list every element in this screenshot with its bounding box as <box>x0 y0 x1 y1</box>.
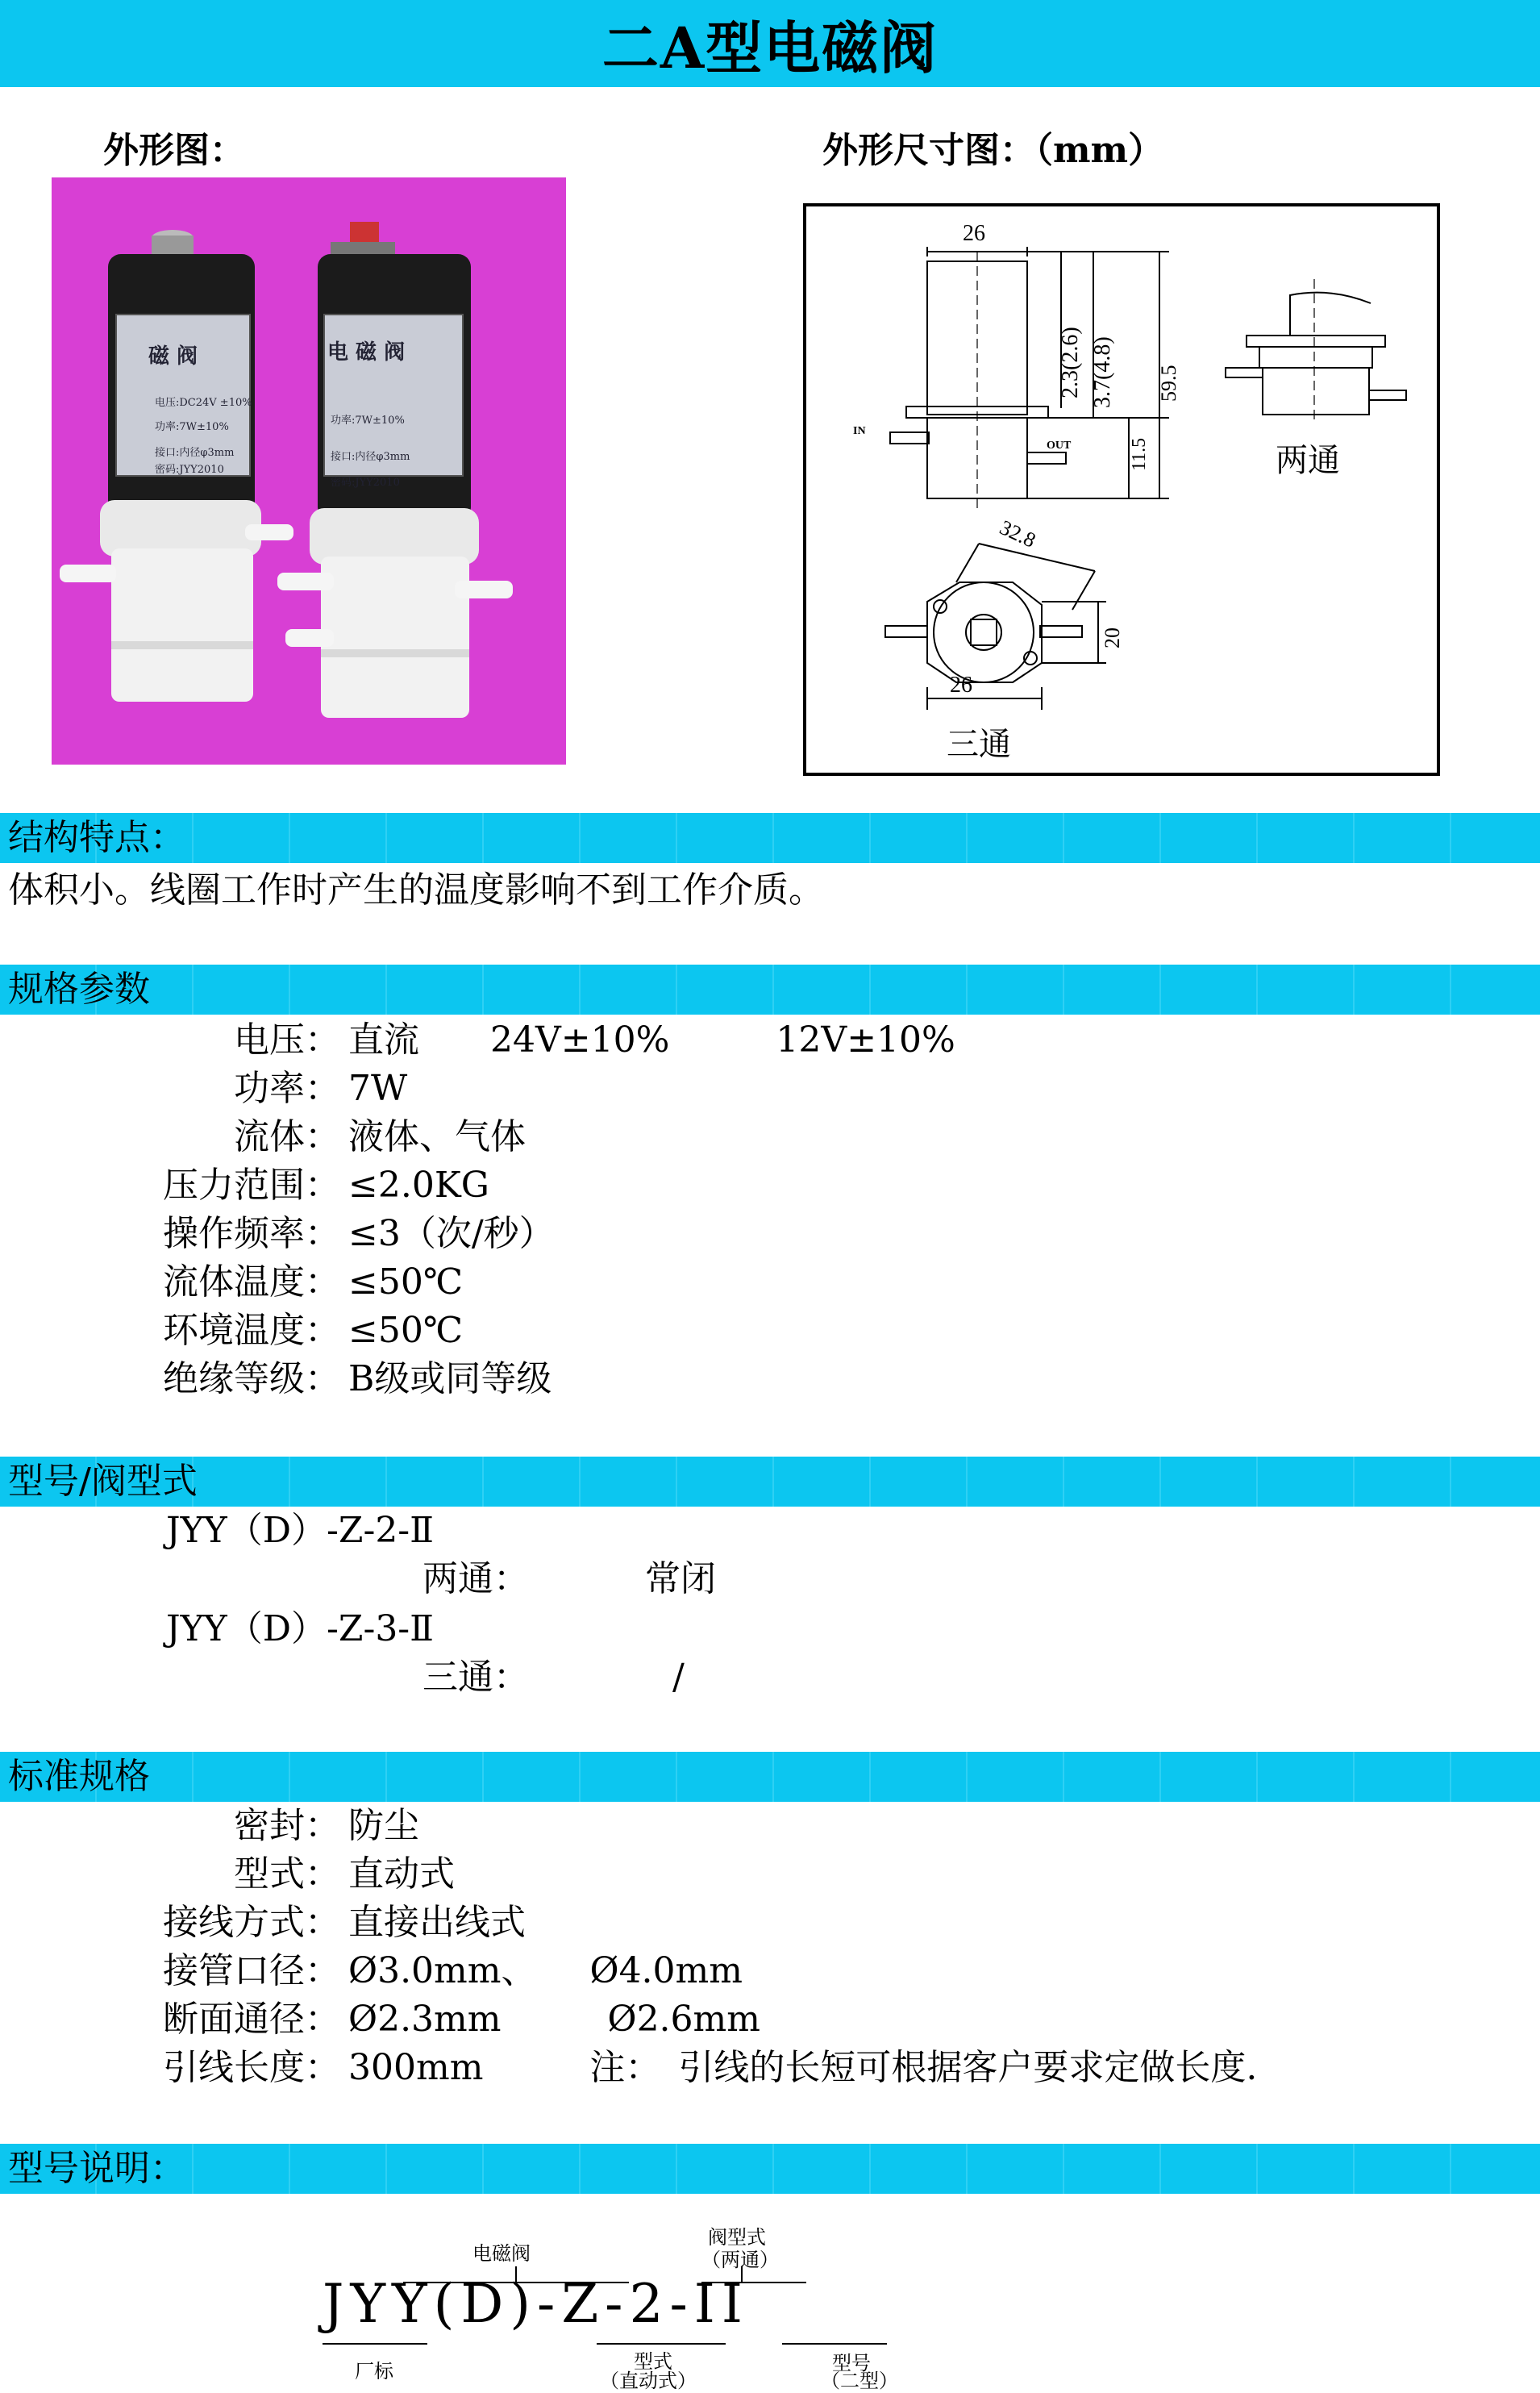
drawing-svg <box>806 206 1437 773</box>
spec-value: 7W <box>348 1068 408 1109</box>
spec-row <box>82 1161 955 1210</box>
model-type-1-value: 常闭 <box>645 1558 716 1599</box>
spec-label: 绝缘等级： <box>163 1358 340 1399</box>
right-valve-port: 接口:内径φ3mm <box>331 451 410 463</box>
page-title: 二A型电磁阀 <box>0 0 1540 87</box>
three-way-label: 三通 <box>947 726 1011 763</box>
structure-title: 结构特点： <box>8 817 185 858</box>
standard-label: 断面通径： <box>163 1999 340 2040</box>
dim-11-5: 11.5 <box>1129 437 1150 471</box>
product-photo <box>52 177 566 765</box>
spec-label: 操作频率： <box>163 1213 340 1254</box>
right-valve-title: 电 磁 阀 <box>327 340 406 365</box>
standard-value: 直接出线式 <box>348 1902 526 1943</box>
standard-value: 直动式 <box>348 1853 455 1895</box>
spec-value: ≤2.0KG <box>348 1165 489 1206</box>
model-code-explained: JYY(D)-Z-2-II <box>323 2273 749 2335</box>
model-type-2-label: 三通： <box>422 1657 529 1698</box>
standard-row <box>82 1850 1257 1899</box>
spec-label: 电压： <box>234 1019 340 1061</box>
annotation-style: 型式 <box>634 2350 672 2373</box>
spec-row <box>82 1113 955 1161</box>
standard-value: Ø3.0mm、 Ø4.0mm <box>348 1950 743 1991</box>
spec-value: 液体、气体 <box>348 1116 526 1157</box>
spec-value: ≤50℃ <box>348 1261 464 1303</box>
spec-row <box>82 1210 955 1258</box>
appearance-label: 外形图： <box>103 130 245 171</box>
standard-label: 接管口径： <box>163 1950 340 1991</box>
dim-width-top: 26 <box>963 221 985 246</box>
model-code-1: JYY（D）-Z-2-Ⅱ <box>166 1510 435 1551</box>
standard-value: 防尘 <box>348 1805 419 1846</box>
left-valve-power: 功率:7W±10% <box>155 421 229 433</box>
dim-20: 20 <box>1101 627 1124 648</box>
valve-photo-illustration <box>52 177 566 765</box>
annotation-model-sub: （二型） <box>821 2370 898 2392</box>
standard-label: 型式： <box>234 1853 340 1895</box>
annotation-valve-type: 阀型式 <box>708 2226 766 2249</box>
spec-value: B级或同等级 <box>348 1358 552 1399</box>
spec-label: 压力范围： <box>163 1165 340 1206</box>
spec-label: 功率： <box>234 1068 340 1109</box>
spec-value: ≤50℃ <box>348 1310 464 1351</box>
explain-title: 型号说明： <box>8 2148 185 2189</box>
section-bar-explain <box>0 2144 1540 2194</box>
standard-label: 引线长度： <box>163 2047 340 2088</box>
standard-value: Ø2.3mm Ø2.6mm <box>348 1999 760 2040</box>
dim-32-8: 32.8 <box>996 515 1039 552</box>
annotation-valve-type-sub: （两通） <box>701 2249 779 2271</box>
standard-row <box>82 1802 1257 1850</box>
spec-value: 直流 24V±10% 12V±10% <box>348 1019 955 1061</box>
left-valve-voltage: 电压:DC24V ±10% <box>155 397 252 409</box>
model-type-2-value: / <box>672 1657 685 1698</box>
two-way-label: 两通 <box>1276 442 1340 479</box>
annotation-model: 型号 <box>832 2352 871 2374</box>
model-code-2: JYY（D）-Z-3-Ⅱ <box>166 1608 435 1649</box>
section-bar-structure <box>0 813 1540 863</box>
dim-59-5: 59.5 <box>1157 365 1180 402</box>
spec-row <box>82 1307 955 1355</box>
right-valve-power: 功率:7W±10% <box>331 415 405 427</box>
spec-label: 流体温度： <box>163 1261 340 1303</box>
section-bar-model <box>0 1457 1540 1507</box>
specs-title: 规格参数 <box>8 969 150 1010</box>
right-valve-code: 密码:JYY2010 <box>331 477 400 489</box>
annotation-style-sub: （直动式） <box>600 2370 697 2392</box>
left-valve-port: 接口:内径φ3mm <box>155 447 235 459</box>
spec-row <box>82 1016 955 1065</box>
standard-value: 300mm 注： 引线的长短可根据客户要求定做长度. <box>348 2047 1258 2088</box>
spec-label: 环境温度： <box>163 1310 340 1351</box>
spec-label: 流体： <box>234 1116 340 1157</box>
section-bar-standard <box>0 1752 1540 1802</box>
dim-3-7: 3.7(4.8) <box>1090 336 1115 408</box>
standard-label: 密封： <box>234 1805 340 1846</box>
standard-row <box>82 1947 1257 1995</box>
spec-value: ≤3（次/秒） <box>348 1213 555 1254</box>
dimension-label: 外形尺寸图：（mm） <box>822 130 1164 171</box>
spec-row <box>82 1355 955 1403</box>
section-bar-specs <box>0 965 1540 1015</box>
structure-text: 体积小。线圈工作时产生的温度影响不到工作介质。 <box>8 869 824 911</box>
standard-row <box>82 1995 1257 2044</box>
standard-label: 接线方式： <box>163 1902 340 1943</box>
standard-row <box>82 1899 1257 1947</box>
out-label: OUT <box>1047 440 1072 452</box>
standard-title: 标准规格 <box>8 1756 150 1797</box>
annotation-brand: 厂标 <box>355 2360 393 2383</box>
left-valve-title: 磁 阀 <box>148 344 198 369</box>
model-type-1-label: 两通： <box>422 1558 529 1599</box>
spec-row <box>82 1065 955 1113</box>
spec-row <box>82 1258 955 1307</box>
dimension-drawing <box>803 203 1440 776</box>
dim-2-3: 2.3(2.6) <box>1058 327 1083 398</box>
standard-row <box>82 2044 1257 2092</box>
standard-list <box>82 1802 1257 2092</box>
dim-width-bottom: 26 <box>950 673 972 698</box>
left-valve-code: 密码:JYY2010 <box>155 464 224 476</box>
annotation-solenoid: 电磁阀 <box>472 2242 531 2265</box>
model-title: 型号/阀型式 <box>8 1461 198 1502</box>
in-label: IN <box>853 425 866 437</box>
specs-list <box>82 1016 955 1403</box>
